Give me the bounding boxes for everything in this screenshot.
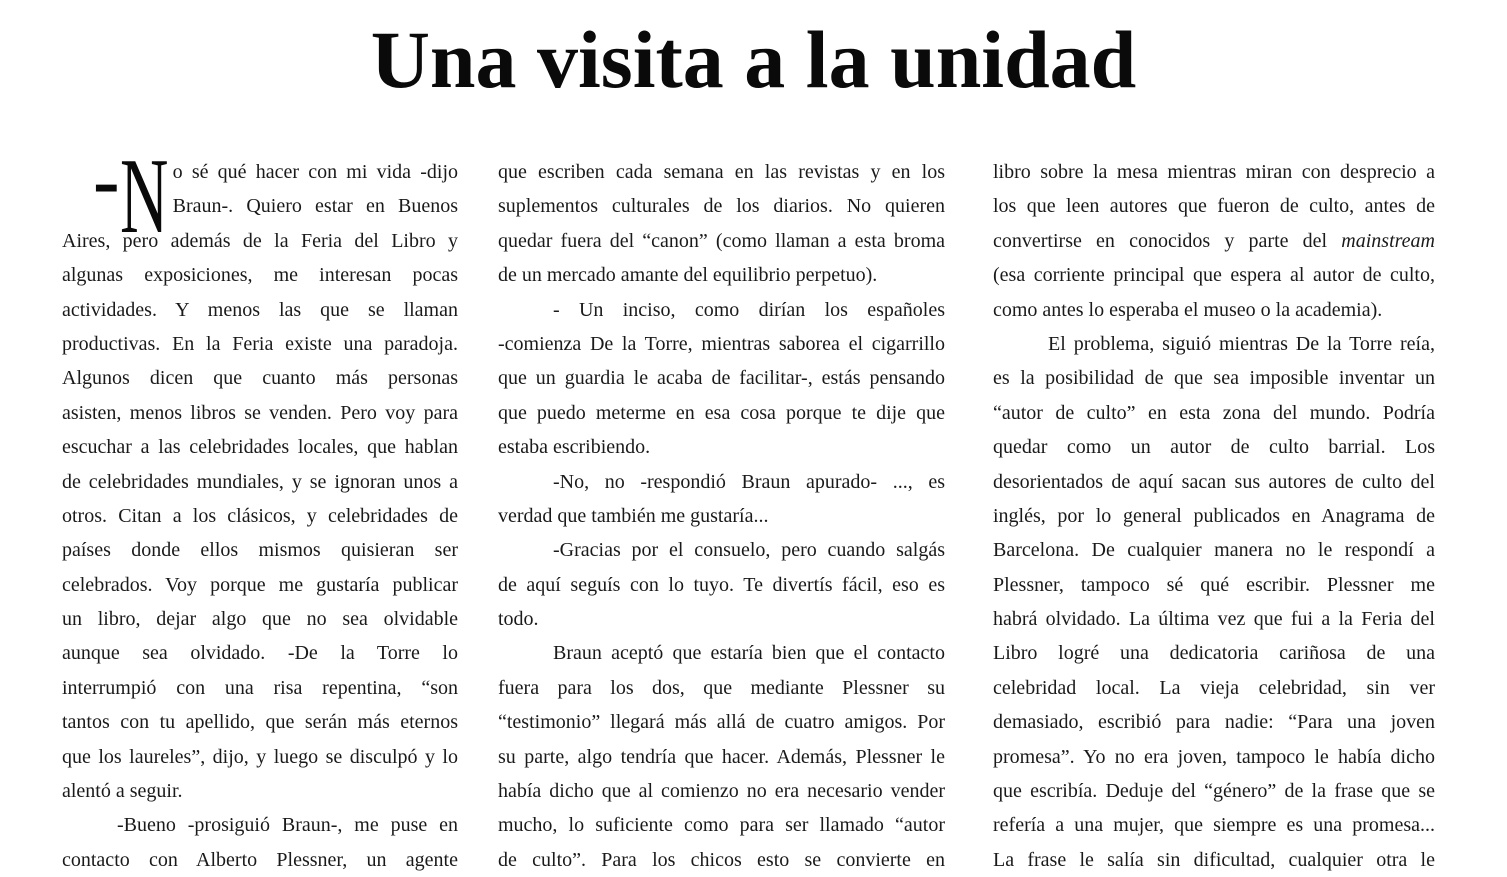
text-segment: Barcelona. De cualquier manera no le respondí a — [993, 539, 1435, 562]
text-line — [993, 636, 1435, 670]
text-line — [993, 568, 1435, 602]
text-line — [62, 499, 458, 533]
text-line — [993, 843, 1435, 877]
text-segment: tantos con tu apellido, que serán más eternos — [62, 711, 458, 734]
text-line — [993, 396, 1435, 430]
text-line — [498, 774, 945, 808]
text-line — [993, 602, 1435, 636]
text-line — [993, 293, 1435, 327]
text-line — [62, 396, 458, 430]
text-line — [993, 189, 1435, 223]
text-segment: fuera para los dos, que mediante Plessner su — [498, 676, 945, 699]
text-line — [498, 499, 945, 533]
text-line — [62, 808, 458, 842]
text-line — [62, 843, 458, 877]
text-segment: desorientados de aquí sacan sus autores de culto del — [993, 470, 1435, 493]
text-segment: todo. — [498, 608, 539, 631]
text-line — [993, 224, 1435, 258]
text-segment: que puedo meterme en esa cosa porque te dije que — [498, 401, 945, 424]
text-segment: -Bueno -prosiguió Braun-, me puse en — [117, 814, 458, 837]
text-segment: Algunos dicen que cuanto más personas — [62, 367, 458, 390]
text-segment: quedar fuera del “canon” (como llaman a esta broma — [498, 229, 945, 252]
text-segment: países donde ellos mismos quisieran ser — [62, 539, 458, 562]
text-segment: otros. Citan a los clásicos, y celebridades de — [62, 504, 458, 527]
text-segment: (esa corriente principal que espera al autor de culto, — [993, 264, 1435, 287]
text-line — [498, 396, 945, 430]
text-line — [62, 774, 458, 808]
text-line — [993, 671, 1435, 705]
page-title: Una visita a la unidad — [370, 14, 1137, 105]
text-line — [62, 533, 458, 567]
text-line — [62, 465, 458, 499]
text-segment: celebrados. Voy porque me gustaría publicar — [62, 573, 458, 596]
text-line — [498, 740, 945, 774]
text-segment: asisten, menos libros se venden. Pero voy para — [62, 401, 458, 424]
text-line — [498, 705, 945, 739]
text-line — [498, 189, 945, 223]
text-line — [993, 499, 1435, 533]
dropcap-dash: - — [93, 155, 120, 225]
text-line — [993, 774, 1435, 808]
text-line — [62, 602, 458, 636]
text-line — [62, 327, 458, 361]
text-line — [993, 705, 1435, 739]
text-line — [498, 602, 945, 636]
column-2 — [498, 155, 945, 877]
text-line — [498, 636, 945, 670]
text-segment: El problema, siguió mientras De la Torre reía, — [1048, 332, 1435, 355]
text-segment: mucho, lo suficiente como para ser llamado “autor — [498, 814, 945, 837]
text-line — [62, 430, 458, 464]
text-segment: que escriben cada semana en las revistas y en los — [498, 161, 945, 183]
text-segment: “autor de culto” en esta zona del mundo. Podría — [993, 401, 1435, 424]
text-segment: interrumpió con una risa repentina, “son — [62, 676, 458, 699]
text-segment: que un guardia le acaba de facilitar-, estás pensando — [498, 367, 945, 390]
text-segment: productivas. En la Feria existe una paradoja. — [62, 332, 458, 355]
text-line — [498, 843, 945, 877]
text-segment: libro sobre la mesa mientras miran con desprecio a — [993, 161, 1435, 183]
text-segment: -No, no -respondió Braun apurado- ..., es — [553, 470, 945, 493]
text-segment: algunas exposiciones, me interesan pocas — [62, 264, 458, 287]
text-line — [498, 361, 945, 395]
text-segment: Libro logré una dedicatoria cariñosa de una — [993, 642, 1435, 665]
text-line — [993, 258, 1435, 292]
text-line — [498, 327, 945, 361]
column-1 — [62, 155, 458, 877]
text-line — [62, 568, 458, 602]
text-segment: actividades. Y menos las que se llaman — [62, 298, 458, 321]
text-segment: Aires, pero además de la Feria del Libro y — [62, 229, 458, 252]
text-segment: -comienza De la Torre, mientras saborea el cigarrillo — [498, 332, 945, 355]
dropcap — [62, 155, 169, 256]
text-line — [993, 361, 1435, 395]
text-segment: su parte, algo tendría que hacer. Además, Plessner le — [498, 745, 945, 768]
text-line — [62, 636, 458, 670]
text-segment: un libro, dejar algo que no sea olvidable — [62, 608, 458, 631]
text-line — [62, 705, 458, 739]
text-line — [993, 533, 1435, 567]
text-segment: Braun aceptó que estaría bien que el contacto — [553, 642, 945, 665]
text-line — [498, 258, 945, 292]
column-3 — [993, 155, 1435, 877]
text-segment: Braun-. Quiero estar en Buenos — [172, 195, 458, 218]
text-line — [993, 740, 1435, 774]
text-line — [993, 808, 1435, 842]
text-segment: La frase le salía sin dificultad, cualquier otra le — [993, 848, 1435, 871]
text-segment: verdad que también me gustaría... — [498, 504, 769, 527]
text-segment: “testimonio” llegará más allá de cuatro amigos. Por — [498, 711, 945, 734]
text-line — [993, 327, 1435, 361]
text-line — [993, 465, 1435, 499]
text-segment: estaba escribiendo. — [498, 436, 651, 459]
text-segment: -Gracias por el consuelo, pero cuando salgás — [553, 539, 945, 562]
text-line — [498, 568, 945, 602]
italic-text: mainstream — [1341, 229, 1435, 252]
text-segment: que escribía. Deduje del “género” de la frase que se — [993, 780, 1435, 803]
text-line — [498, 430, 945, 464]
text-segment: contacto con Alberto Plessner, un agente — [62, 848, 458, 871]
text-segment: había dicho que al comienzo no era necesario vender — [498, 780, 945, 803]
text-segment: los que leen autores que fueron de culto, antes de — [993, 195, 1435, 218]
text-line — [498, 533, 945, 567]
text-line — [498, 155, 945, 189]
text-line — [993, 155, 1435, 189]
text-segment: inglés, por lo general publicados en Anagrama de — [993, 504, 1435, 527]
text-line — [62, 258, 458, 292]
text-line — [498, 465, 945, 499]
text-segment: Plessner, tampoco sé qué escribir. Plessner me — [993, 573, 1435, 596]
text-line — [62, 361, 458, 395]
text-line — [993, 430, 1435, 464]
text-segment: celebridad local. La vieja celebridad, sin ver — [993, 676, 1435, 699]
text-segment: escuchar a las celebridades locales, que hablan — [62, 436, 458, 459]
text-line — [498, 224, 945, 258]
text-line — [62, 740, 458, 774]
text-segment: habrá olvidado. La última vez que fui a la Feria del — [993, 608, 1435, 631]
text-segment: quedar como un autor de culto barrial. Los — [993, 436, 1435, 459]
text-segment: es la posibilidad de que sea imposible inventar un — [993, 367, 1435, 390]
dropcap-letter: N — [119, 155, 169, 256]
text-segment: de un mercado amante del equilibrio perpetuo). — [498, 264, 878, 287]
text-segment: - Un inciso, como dirían los españoles — [553, 298, 945, 321]
text-segment: como antes lo esperaba el museo o la academia). — [993, 298, 1383, 321]
text-line — [498, 293, 945, 327]
text-segment: demasiado, escribió para nadie: “Para una joven — [993, 711, 1435, 734]
text-segment: suplementos culturales de los diarios. No quieren — [498, 195, 945, 218]
text-segment: aunque sea olvidado. -De la Torre lo — [62, 642, 458, 665]
text-line — [62, 671, 458, 705]
text-segment: de celebridades mundiales, y se ignoran unos a — [62, 470, 458, 493]
text-segment: de aquí seguís con lo tuyo. Te divertís fácil, eso es — [498, 573, 945, 596]
text-segment: alentó a seguir. — [62, 780, 183, 803]
text-segment: de culto”. Para los chicos esto se convierte en — [498, 848, 945, 871]
text-segment: promesa”. Yo no era joven, tampoco le había dicho — [993, 745, 1435, 768]
text-line — [62, 293, 458, 327]
text-line — [498, 671, 945, 705]
text-segment: refería a una mujer, que siempre es una promesa... — [993, 814, 1435, 837]
text-segment: convertirse en conocidos y parte del — [993, 229, 1342, 252]
text-segment: que los laureles”, dijo, y luego se disculpó y lo — [62, 745, 458, 768]
text-segment: o sé qué hacer con mi vida -dijo — [172, 161, 458, 183]
text-line — [498, 808, 945, 842]
